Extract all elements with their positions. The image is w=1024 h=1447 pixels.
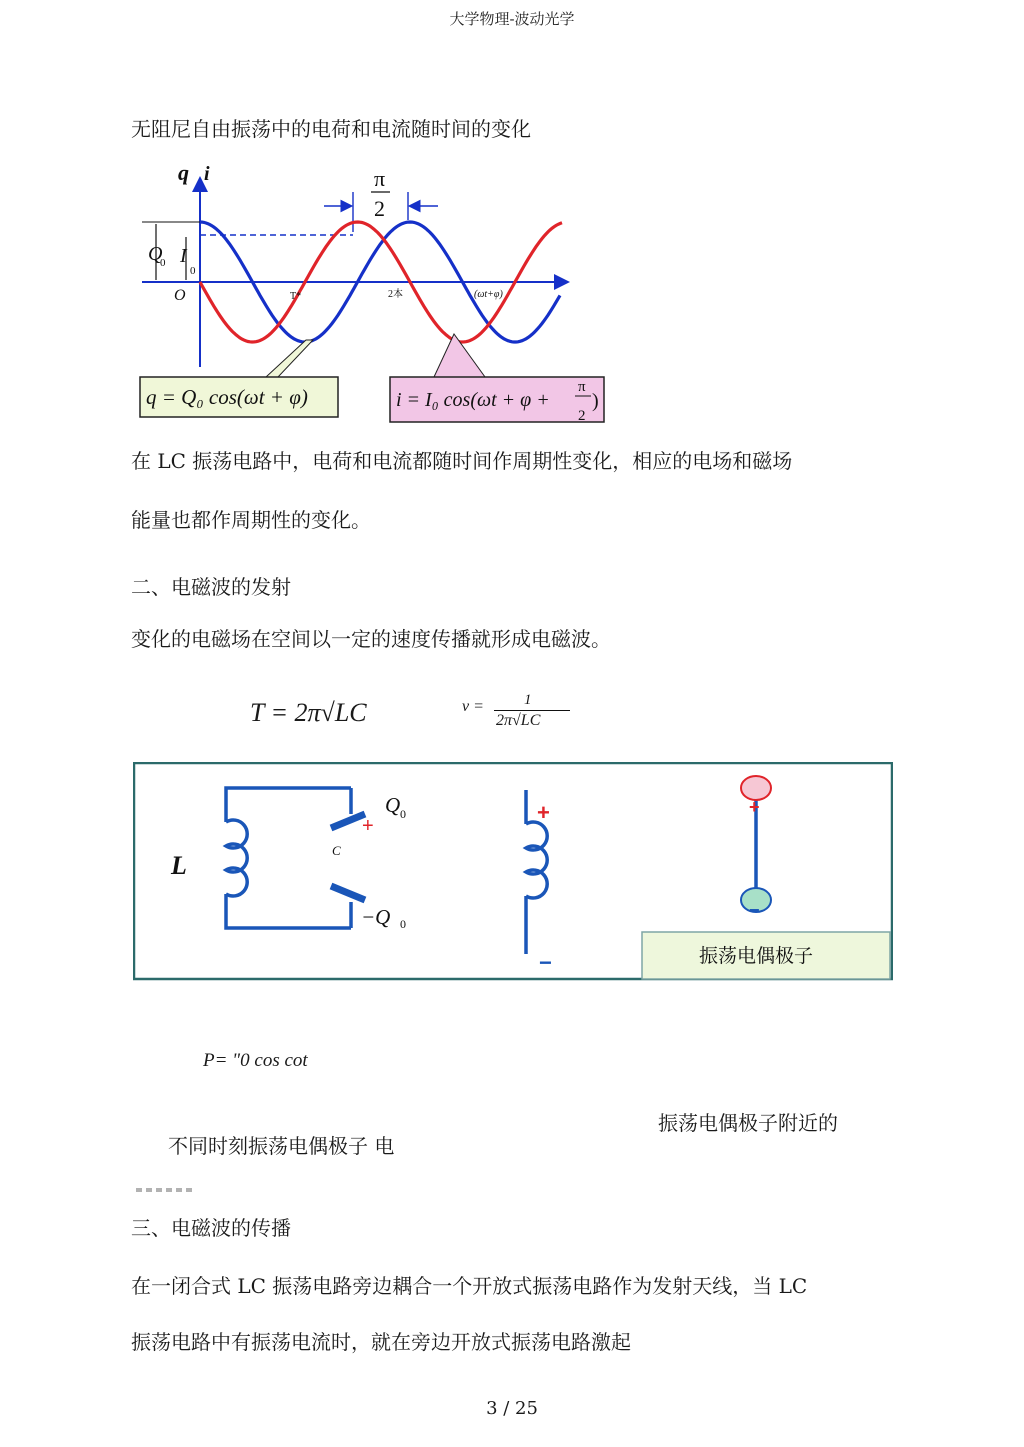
page-number: 3 / 25 (486, 1398, 538, 1419)
graph-caption: 无阻尼自由振荡中的电荷和电流随时间的变化 (131, 117, 531, 141)
propagation-line1: 在一闭合式 LC 振荡电路旁边耦合一个开放式振荡电路作为发射天线，当 LC (131, 1274, 808, 1298)
charge-formula: q = Q₀ cos(ωt + φ) (146, 385, 308, 409)
dipole-moment-formula: P= "0 cos cot (203, 1050, 308, 1071)
svg-text:0: 0 (160, 257, 166, 269)
inductor-label: L (171, 851, 187, 880)
lc-paragraph-line2: 能量也都作周期性的变化。 (131, 508, 371, 532)
cropped-text-fragment (136, 1188, 196, 1192)
caption-right: 振荡电偶极子附近的 (658, 1111, 838, 1135)
svg-text:+: + (749, 797, 760, 817)
caption-left: 不同时刻振荡电偶极子 电 (168, 1134, 395, 1158)
svg-text:π: π (578, 379, 586, 395)
q0-label: Q (148, 243, 163, 265)
svg-text:0: 0 (190, 265, 196, 277)
plus-sign-coil: + (537, 800, 550, 825)
current-formula: i = I₀ cos(ωt + φ + (396, 389, 550, 411)
phase-denominator: 2 (374, 196, 385, 221)
lc-to-dipole-diagram (133, 762, 893, 982)
frequency-denominator: 2π√LC (496, 712, 541, 729)
period-formula: T = 2π√LC (250, 698, 367, 727)
svg-text:−: − (749, 900, 760, 920)
phase-numerator: π (374, 166, 386, 191)
svg-text:T*: T* (290, 291, 302, 302)
svg-text:0: 0 (400, 917, 406, 931)
origin-label: O (174, 287, 186, 304)
emission-text: 变化的电磁场在空间以一定的速度传播就形成电磁波。 (131, 627, 611, 651)
i0-label: I (180, 245, 187, 267)
svg-text:2: 2 (578, 408, 586, 424)
capacitor-label: C (332, 843, 341, 858)
svg-text:−Q: −Q (361, 905, 391, 929)
charge-current-graph (138, 162, 608, 427)
minus-sign-coil: − (539, 950, 552, 975)
running-header: 大学物理-波动光学 (449, 10, 575, 28)
section-heading-emission: 二、电磁波的发射 (131, 575, 291, 599)
axis-q-label: q (178, 162, 189, 185)
svg-text:Q: Q (385, 793, 401, 817)
frequency-formula-left: ν = (462, 698, 484, 715)
plus-sign-capacitor: + (362, 815, 374, 837)
svg-text:0: 0 (400, 807, 406, 821)
svg-text:): ) (592, 390, 599, 412)
svg-text:(ωt+φ): (ωt+φ) (474, 289, 503, 300)
axis-i-label: i (204, 163, 210, 185)
frequency-fraction-bar (494, 710, 570, 711)
svg-text:2本: 2本 (388, 289, 403, 300)
frequency-numerator: 1 (524, 692, 532, 708)
dipole-label: 振荡电偶极子 (699, 945, 814, 967)
propagation-line2: 振荡电路中有振荡电流时，就在旁边开放式振荡电路激起 (131, 1330, 631, 1354)
lc-paragraph-line1: 在 LC 振荡电路中，电荷和电流都随时间作周期性变化，相应的电场和磁场 (131, 449, 793, 473)
section-heading-propagation: 三、电磁波的传播 (131, 1216, 291, 1240)
